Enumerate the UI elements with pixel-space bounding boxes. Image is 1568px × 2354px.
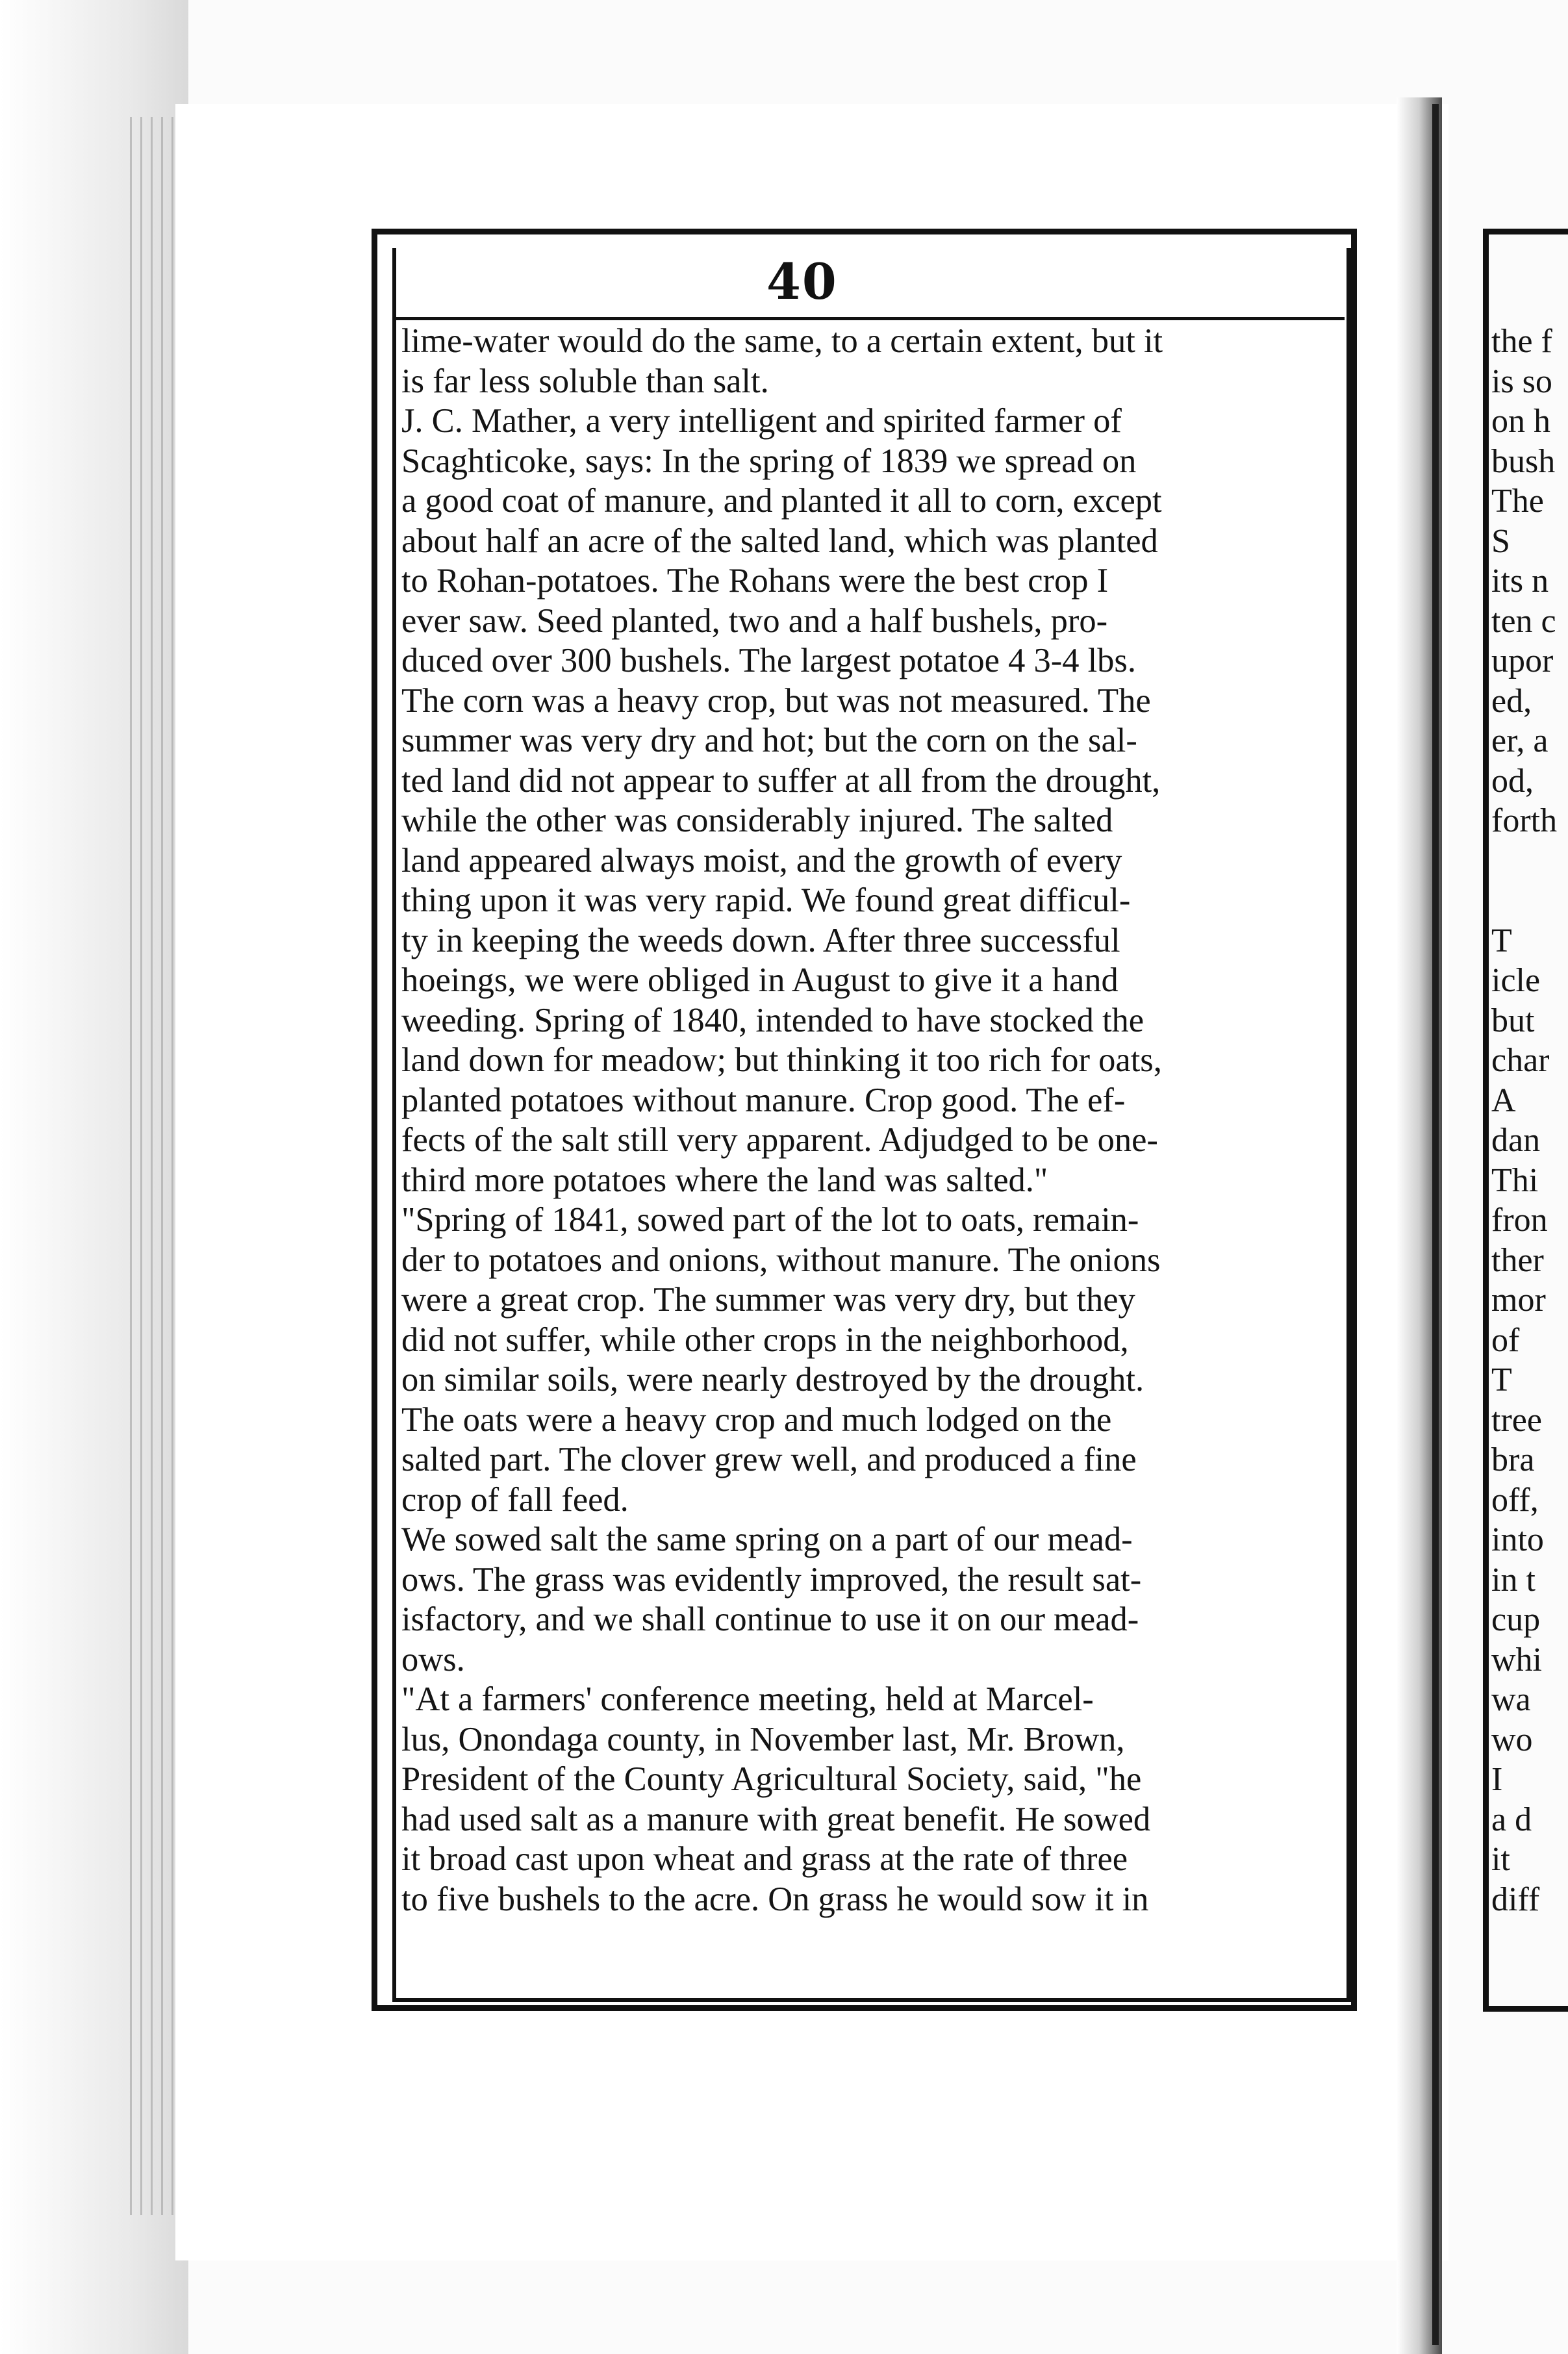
header-rule xyxy=(396,317,1345,320)
facing-text-fragment: its n xyxy=(1491,563,1549,600)
text-line: The oats were a heavy crop and much lodged on the xyxy=(401,1400,1112,1439)
text-line: ted land did not appear to suffer at all from the drought, xyxy=(401,761,1161,800)
text-line: ows. xyxy=(401,1640,465,1678)
text-line: it broad cast upon wheat and grass at the rate of three xyxy=(401,1840,1128,1878)
facing-text-fragment: a d xyxy=(1491,1801,1532,1838)
facing-text-fragment: into xyxy=(1491,1521,1544,1558)
text-line: weeding. Spring of 1840, intended to have stocked the xyxy=(401,1001,1144,1039)
text-line: planted potatoes without manure. Crop good. The ef- xyxy=(401,1081,1126,1119)
facing-text-fragment: the f xyxy=(1491,323,1552,360)
facing-text-fragment: but xyxy=(1491,1002,1535,1039)
facing-text-fragment: ten c xyxy=(1491,602,1556,640)
facing-text-fragment: tree xyxy=(1491,1401,1542,1439)
facing-text-fragment: upor xyxy=(1491,642,1554,679)
facing-text-fragment xyxy=(1491,881,1568,921)
facing-page-border-bottom xyxy=(1483,2006,1568,2012)
text-line: third more potatoes where the land was salted." xyxy=(401,1161,1048,1199)
facing-text-fragment: diff xyxy=(1491,1880,1540,1918)
text-line: lus, Onondaga county, in November last, Mr. Brown, xyxy=(401,1720,1125,1758)
text-line: to five bushels to the acre. On grass he would sow it in xyxy=(401,1880,1149,1918)
facing-text-fragment: bra xyxy=(1491,1441,1535,1478)
facing-text-fragment: is so xyxy=(1491,362,1552,400)
facing-text-fragment: fron xyxy=(1491,1202,1548,1239)
gutter-line xyxy=(1432,104,1439,2345)
text-line: on similar soils, were nearly destroyed by the drought. xyxy=(401,1361,1144,1398)
text-line: "At a farmers' conference meeting, held at Marcel- xyxy=(401,1680,1094,1718)
text-line: ows. The grass was evidently improved, the result sat- xyxy=(401,1560,1142,1599)
facing-text-fragment: char xyxy=(1491,1042,1550,1079)
facing-text-fragment: T xyxy=(1491,1361,1512,1398)
text-line: "Spring of 1841, sowed part of the lot to oats, remain- xyxy=(401,1201,1139,1239)
text-line: about half an acre of the salted land, which was planted xyxy=(401,522,1158,560)
facing-page-border-left xyxy=(1483,229,1489,2012)
text-line: ty in keeping the weeds down. After three successful xyxy=(401,921,1120,959)
text-line: land down for meadow; but thinking it too rich for oats, xyxy=(401,1041,1162,1079)
facing-text-fragment: wa xyxy=(1491,1681,1531,1718)
facing-text-fragment: icle xyxy=(1491,962,1541,999)
facing-text-fragment: on h xyxy=(1491,403,1550,440)
text-line: lime-water would do the same, to a certain extent, but it xyxy=(401,322,1163,360)
text-line: fects of the salt still very apparent. Adjudged to be one- xyxy=(401,1121,1158,1159)
body-text xyxy=(401,322,1345,1922)
text-line: to Rohan-potatoes. The Rohans were the best crop I xyxy=(401,562,1109,600)
facing-text-fragment: ed, xyxy=(1491,682,1532,720)
text-line: ever saw. Seed planted, two and a half bushels, pro- xyxy=(401,601,1108,640)
text-line: crop of fall feed. xyxy=(401,1480,629,1519)
text-line: were a great crop. The summer was very dry, but they xyxy=(401,1281,1135,1319)
text-line: hoeings, we were obliged in August to give it a hand xyxy=(401,961,1119,999)
facing-text-fragment: wo xyxy=(1491,1721,1533,1758)
facing-page-border-top xyxy=(1483,229,1568,234)
facing-text-fragment: dan xyxy=(1491,1122,1541,1159)
text-line: did not suffer, while other crops in the neighborhood, xyxy=(401,1321,1129,1359)
facing-text-fragment xyxy=(1491,841,1568,881)
text-line: J. C. Mather, a very intelligent and spirited farmer of xyxy=(401,402,1122,440)
facing-text-fragment: er, a xyxy=(1491,722,1549,759)
text-line: land appeared always moist, and the growth of every xyxy=(401,841,1122,880)
text-line: a good coat of manure, and planted it all to corn, except xyxy=(401,482,1162,520)
text-line: We sowed salt the same spring on a part of our mead- xyxy=(401,1521,1133,1558)
page-number: 40 xyxy=(766,253,838,310)
text-line: thing upon it was very rapid. We found great difficul- xyxy=(401,881,1131,919)
facing-text-fragment: S xyxy=(1491,522,1510,560)
text-line: President of the County Agricultural Society, said, "he xyxy=(401,1760,1142,1798)
facing-text-fragment: A xyxy=(1491,1082,1516,1119)
text-line: duced over 300 bushels. The largest potatoe 4 3-4 lbs. xyxy=(401,642,1136,679)
text-line: isfactory, and we shall continue to use it on our mead- xyxy=(401,1601,1139,1638)
facing-text-fragment: it xyxy=(1491,1841,1510,1878)
facing-text-fragment: whi xyxy=(1491,1641,1542,1678)
text-line: der to potatoes and onions, without manure. The onions xyxy=(401,1241,1161,1279)
facing-text-fragment: in t xyxy=(1491,1561,1536,1599)
facing-text-fragment: cup xyxy=(1491,1601,1541,1638)
facing-text-fragment: ther xyxy=(1491,1241,1544,1279)
text-line: while the other was considerably injured. The salted xyxy=(401,802,1113,839)
facing-text-fragment: of xyxy=(1491,1321,1520,1359)
text-line: is far less soluble than salt. xyxy=(401,362,769,400)
facing-text-fragment: mor xyxy=(1491,1282,1546,1319)
facing-page-text xyxy=(1491,322,1568,1922)
text-line: Scaghticoke, says: In the spring of 1839 we spread on xyxy=(401,442,1137,480)
text-line: salted part. The clover grew well, and produced a fine xyxy=(401,1441,1137,1478)
facing-text-fragment: forth xyxy=(1491,802,1558,839)
text-line: had used salt as a manure with great benefit. He sowed xyxy=(401,1800,1151,1838)
facing-text-fragment: The xyxy=(1491,483,1544,520)
facing-text-fragment: I xyxy=(1491,1761,1503,1798)
facing-text-fragment: bush xyxy=(1491,442,1556,480)
text-line: summer was very dry and hot; but the corn on the sal- xyxy=(401,722,1137,759)
facing-text-fragment: T xyxy=(1491,922,1512,959)
text-line: The corn was a heavy crop, but was not measured. The xyxy=(401,681,1151,720)
facing-text-fragment: off, xyxy=(1491,1481,1539,1519)
facing-text-fragment: od, xyxy=(1491,762,1534,800)
facing-text-fragment: Thi xyxy=(1491,1161,1539,1199)
